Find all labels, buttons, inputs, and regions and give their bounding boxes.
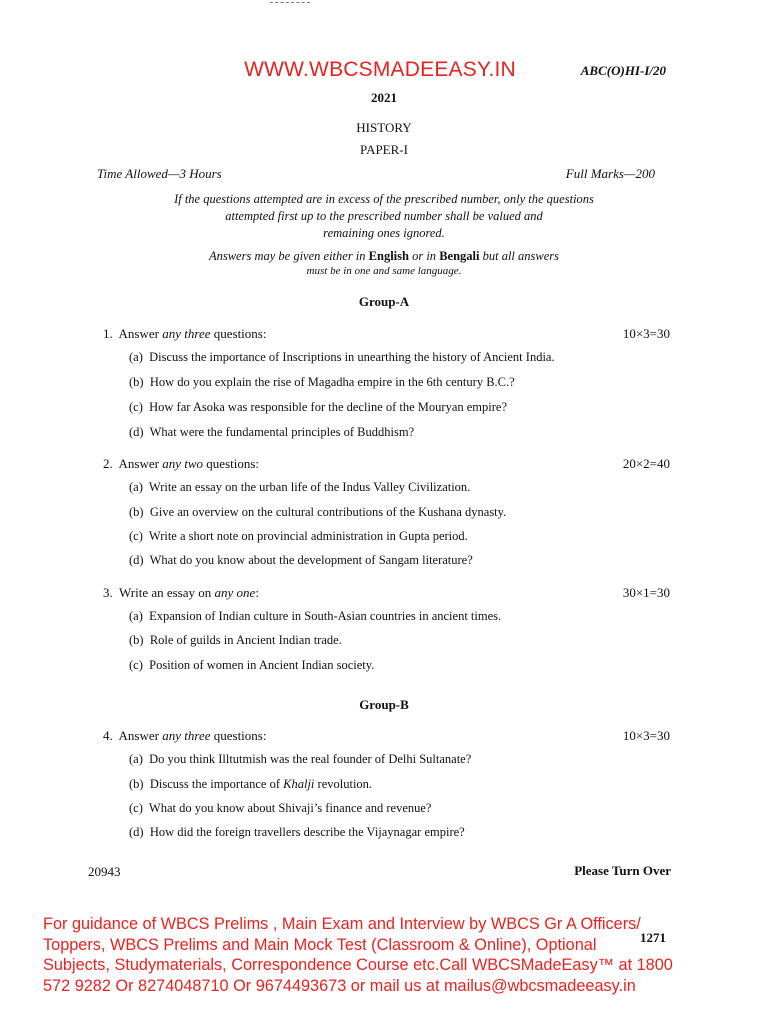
website-header: WWW.WBCSMADEEASY.IN xyxy=(244,58,516,81)
advert-line: For guidance of WBCS Prelims , Main Exam and Interview by WBCS Gr A Officers/ xyxy=(43,915,641,933)
exam-year: 2021 xyxy=(371,90,397,105)
sub-question: (d) How did the foreign travellers describe the Vijaynagar empire? xyxy=(129,825,465,839)
serial-number: 20943 xyxy=(88,864,121,879)
full-marks: Full Marks—200 xyxy=(565,166,655,181)
sub-question: (b) Give an overview on the cultural contributions of the Kushana dynasty. xyxy=(129,505,507,519)
question-3: 3. Write an essay on any one: xyxy=(103,585,259,600)
advert-line: 572 9282 Or 8274048710 Or 9674493673 or mail us at mailus@wbcsmadeeasy.in xyxy=(43,976,636,995)
language-line-2: must be in one and same language. xyxy=(306,265,462,277)
page-number: 1271 xyxy=(640,930,666,945)
sub-question: (b) How do you explain the rise of Magadha empire in the 6th century B.C.? xyxy=(129,375,515,389)
sub-question: (a) Expansion of Indian culture in South-Asian countries in ancient times. xyxy=(129,609,502,623)
english-label: English xyxy=(368,249,409,263)
language-instruction xyxy=(0,249,768,279)
sub-question: (c) How far Asoka was responsible for the decline of the Mouryan empire? xyxy=(129,400,507,414)
sub-question: (c) What do you know about Shivaji’s finance and revenue? xyxy=(129,801,432,815)
question-4: 4. Answer any three questions: xyxy=(103,728,267,743)
group-title: Group-B xyxy=(359,697,409,712)
sub-question: (a) Discuss the importance of Inscriptions in unearthing the history of Ancient India. xyxy=(129,350,555,364)
sub-question: (a) Write an essay on the urban life of the Indus Valley Civilization. xyxy=(129,480,471,494)
paper-code: ABC(O)HI-I/20 xyxy=(580,63,666,78)
sub-question: (b) Discuss the importance of Khalji revolution. xyxy=(129,777,373,791)
sub-question: (c) Position of women in Ancient Indian society. xyxy=(129,658,375,672)
scan-artifact xyxy=(270,2,310,5)
question-marks: 30×1=30 xyxy=(622,585,670,600)
sub-question: (d) What were the fundamental principles of Buddhism? xyxy=(129,425,415,439)
instruction-line: remaining ones ignored. xyxy=(323,226,445,240)
time-allowed: Time Allowed—3 Hours xyxy=(97,166,222,181)
question-marks: 10×3=30 xyxy=(622,326,670,341)
bengali-label: Bengali xyxy=(439,249,480,263)
question-1: 1. Answer any three questions: xyxy=(103,326,267,341)
group-title: Group-A xyxy=(358,294,410,309)
paper-title: PAPER-I xyxy=(360,142,408,157)
instructions-block xyxy=(0,191,768,242)
instruction-line: If the questions attempted are in excess of the prescribed number, only the questions xyxy=(174,192,594,206)
sub-question: (c) Write a short note on provincial administration in Gupta period. xyxy=(129,529,468,543)
sub-question: (b) Role of guilds in Ancient Indian trade. xyxy=(129,633,342,647)
advert-line: Subjects, Studymaterials, Correspondence Course etc.Call WBCSMadeEasy™ at 1800 xyxy=(43,956,673,974)
advertisement-block xyxy=(43,914,743,996)
turn-over-note: Please Turn Over xyxy=(574,863,671,878)
question-marks: 10×3=30 xyxy=(622,728,670,743)
question-2: 2. Answer any two questions: xyxy=(103,456,260,471)
language-line-1: Answers may be given either in English or in Bengali but all answers xyxy=(208,249,560,263)
question-marks: 20×2=40 xyxy=(622,456,670,471)
sub-question: (d) What do you know about the development of Sangam literature? xyxy=(129,553,473,567)
advert-line: Toppers, WBCS Prelims and Main Mock Test (Classroom & Online), Optional xyxy=(43,935,597,954)
subject-title: HISTORY xyxy=(356,120,412,135)
instruction-line: attempted first up to the prescribed number shall be valued and xyxy=(225,209,543,223)
sub-question: (a) Do you think Illtutmish was the real founder of Delhi Sultanate? xyxy=(129,752,472,766)
